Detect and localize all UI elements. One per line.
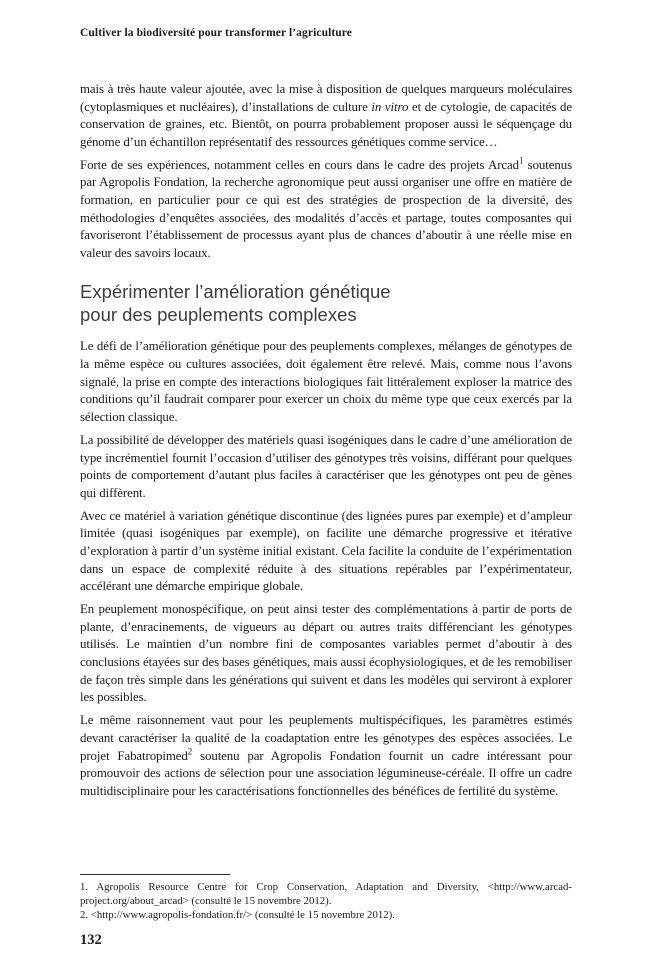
paragraph-4: La possibilité de développer des matériels quasi isogéniques dans le cadre d’une amélioration de type incrémentiel fournit l’occasion d’utiliser des génotypes très voisins, différant pour quelques points de comportement d’autant plus faciles à caractériser que les génotypes ont peu de gènes qui diffèrent. <box>80 432 572 500</box>
paragraph-1-text: mais à très haute valeur ajoutée, avec la mise à disposition de quelques marqueurs moléculaires (cytoplasmiques et nucléaires), d’installations de culture <box>80 82 572 114</box>
paragraph-5: Avec ce matériel à variation génétique discontinue (des lignées pures par exemple) et d’ampleur limitée (quasi isogéniques par exemple), on facilite une démarche progressive et itérative d’exploration à partir d’un système initial existant. Cela facilite la conduite de l’expérimentation dans un espace de complexité réduite à des situations repérables par l’expérimentateur, accélérant une démarche empirique globale. <box>80 508 572 594</box>
paragraph-3: Le défi de l’amélioration génétique pour des peuplements complexes, mélanges de génotypes de la même espèce ou cultures associées, doit également être relevé. Mais, comme nous l’avons signalé, la prise en compte des interactions biologiques fait littéralement exploser la matrice des conditions qu’il faudrait comparer pour exercer un choix du même type que ceux exercés par la sélection classique. <box>80 339 572 424</box>
running-header: Cultiver la biodiversité pour transformer l’agriculture <box>80 27 352 39</box>
paragraph-1 <box>80 81 572 151</box>
paragraph-2-text-cont: soutenus par Agropolis Fondation, la recherche agronomique peut aussi organiser une offre en matière de formation, en particulier pour ce qui est des stratégies de prospection de la diversité, des méthodologies d’enquêtes associées, des modalités d’accès et partage, toutes composantes qui favoriseront l’établissement de processus ayant plus de chances d’aboutir à une réelle mise en valeur des savoirs locaux. <box>80 157 572 260</box>
paragraph-2 <box>80 157 572 263</box>
section-heading-line-2: pour des peuplements complexes <box>80 304 357 326</box>
paragraph-7-text: Le même raisonnement vaut pour les peuplements multispécifiques, les paramètres estimés devant caractériser la qualité de la coadaptation entre les génotypes des espèces associées. Le projet Fabatropimed <box>80 713 572 763</box>
paragraph-7 <box>80 712 572 800</box>
footnote-ref-2: 2 <box>187 746 193 757</box>
footnote-ref-1: 1 <box>519 155 524 166</box>
footnote-1: 1. Agropolis Resource Centre for Crop Conservation, Adaptation and Diversity, <http://www.arcad-project.org/about_arcad> (consulté le 15 novembre 2012). <box>80 881 572 907</box>
paragraph-7-text-cont: soutenu par Agropolis Fondation fournit un cadre intéressant pour promouvoir des actions de sélection pour une association légumineuse-céréale. Il offre un cadre multidisciplinaire pour les caractérisations fonctionnelles des bénéfices de fertilité du système. <box>80 748 572 798</box>
footnote-divider <box>80 874 230 875</box>
section-heading <box>80 280 572 326</box>
italic-phrase-in-vitro: in vitro <box>371 99 409 114</box>
page-content <box>80 27 572 806</box>
page-number: 132 <box>80 932 102 948</box>
body-text <box>80 81 572 800</box>
footnote-2: 2. <http://www.agropolis-fondation.fr/> (consulté le 15 novembre 2012). <box>80 909 395 922</box>
section-heading-line-1: Expérimenter l’amélioration génétique <box>80 281 391 303</box>
paragraph-6: En peuplement monospécifique, on peut ainsi tester des complémentations à partir de ports de plante, d’enracinements, de vigueurs au départ ou autres traits différenciant les génotypes utilisés. Le maintien d’un nombre fini de composantes variables permet d’aboutir à des conclusions étayées sur des bases génétiques, mais aussi écophysiologiques, et de les remobiliser de façon très simple dans les générations qui suivent et dans les modèles qui serviront à explorer les possibles. <box>80 602 572 705</box>
paragraph-1-text-cont: et de cytologie, de capacités de conservation de graines, etc. Bientôt, on pourra probablement proposer aussi le séquençage du génome d’un échantillon représentatif des ressources génétiques comme service… <box>80 99 572 149</box>
paragraph-2-text: Forte de ses expériences, notamment celles en cours dans le cadre des projets Arcad <box>80 157 519 172</box>
footnotes-section <box>80 874 572 924</box>
